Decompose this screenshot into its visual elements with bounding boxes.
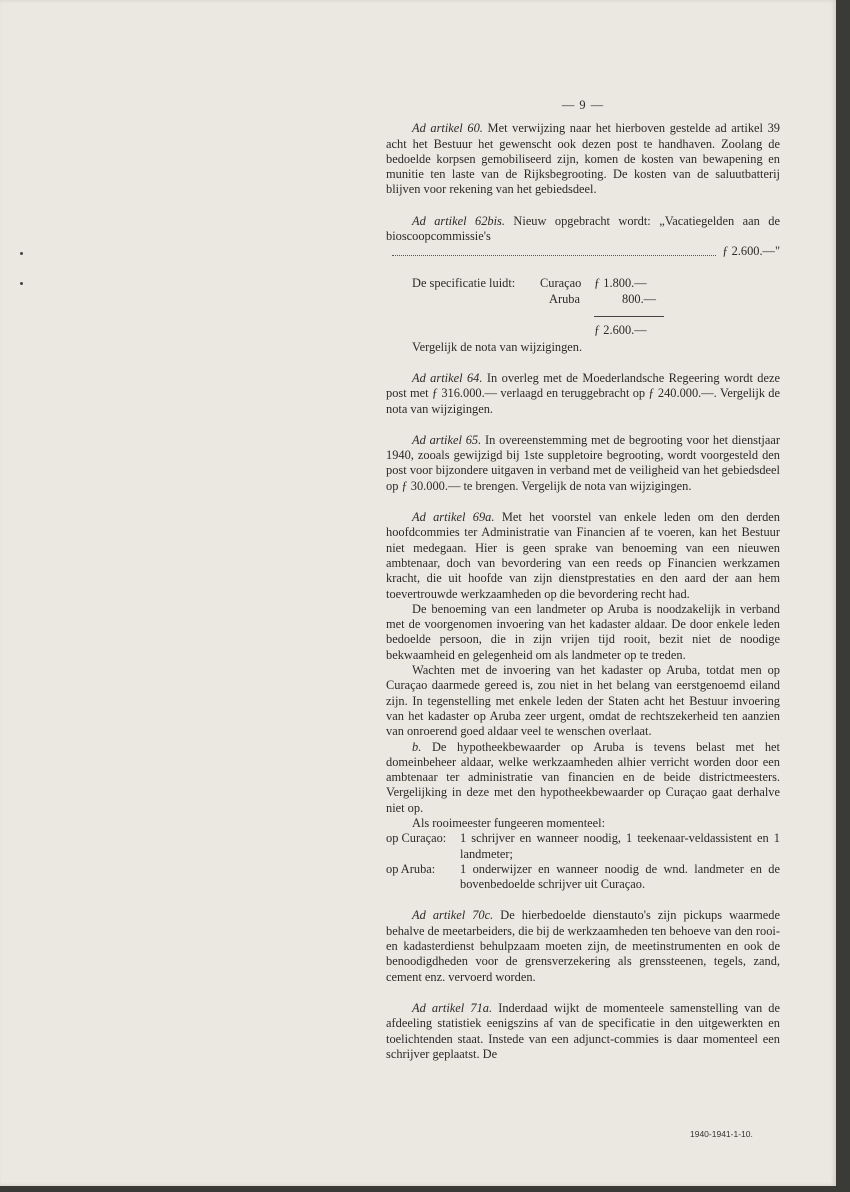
article-text: Inderdaad wijkt de momenteele samenstelling van de afdeeling statistiek eenigszins af van de specificatie in den uitgewerkten en toelichtenden staat. Instede van een adjunct-commies is daar momenteel een schrijver geplaatst. De — [386, 1000, 780, 1061]
item-marker: b. — [412, 739, 422, 754]
spec-aruba-label: Aruba — [549, 291, 580, 306]
article-text: In overleg met de Moederlandsche Regeering wordt deze post met ƒ 316.000.— verlaagd en teruggebracht op ƒ 240.000.—. Vergelijk de nota van wijzigingen. — [386, 370, 781, 416]
paragraph: De benoeming van een landmeter op Aruba is noodzakelijk in verband met de voorgenomen invoering van het kadaster aldaar. De door enkele leden bedoelde persoon, die in zijn vrijen tijd rooit, bezit niet de noodige bekwaamheid en gelegenheid om als landmeter op te treden. — [386, 601, 780, 662]
amount-line — [386, 244, 780, 259]
print-code: 1940-1941-1-10. — [690, 1129, 753, 1139]
article-heading: Ad artikel 64. — [412, 370, 483, 385]
article-text: Met verwijzing naar het hierboven gestelde ad artikel 39 acht het Bestuur het gewenscht ook dezen post te handhaven. Zoolang de bedoelde korpsen gemobiliseerd zijn, komen de kosten van bewapening en munitie ten laste van de Rijksbegrooting. De kosten van de saluutbatterij blijven voor rekening van het gebiedsdeel. — [386, 121, 780, 197]
section-art71a — [386, 1001, 780, 1062]
list-item — [386, 862, 780, 893]
list-item-value: 1 onderwijzer en wanneer noodig de wnd. landmeter en de bovenbedoelde schrijver uit Curaçao. — [460, 861, 780, 892]
paragraph — [386, 740, 780, 816]
section-art65 — [386, 433, 780, 494]
margin-mark — [20, 282, 23, 285]
spec-curacao-label: Curaçao — [540, 275, 582, 290]
paragraph — [386, 371, 780, 417]
list-item-key: op Curaçao: — [386, 831, 447, 846]
amount: ƒ 2.600.—" — [722, 244, 780, 259]
article-text: In overeenstemming met de begrooting voor het dienstjaar 1940, zooals gewijzigd bij 1ste suppletoire begrooting, wordt voorgesteld den post voor bijzondere uitgaven in verband met de veiligheid van het gebiedsdeel op ƒ 30.000.— te brengen. Vergelijk de nota van wijzigingen. — [386, 432, 780, 493]
spec-intro: De specificatie luidt: — [412, 275, 516, 290]
paragraph — [386, 1001, 780, 1062]
paragraph — [386, 510, 780, 602]
article-heading: Ad artikel 69a. — [412, 510, 495, 525]
spec-curacao-amount: ƒ 1.800.— — [594, 275, 647, 290]
section-art69a — [386, 510, 780, 892]
article-text: Nieuw opgebracht wordt: „Vacatiegelden aan de bioscoopcommissie's — [386, 213, 780, 244]
paragraph — [386, 908, 780, 984]
margin-mark — [20, 252, 23, 255]
section-art64 — [386, 371, 780, 417]
article-heading: Ad artikel 65. — [412, 432, 482, 447]
article-text: Met het voorstel van enkele leden om den derden hoofdcommies ter Administratie van Financien af te voeren, kan het Bestuur niet medegaan. Hier is geen sprake van benoeming van een nieuwen ambtenaar, doch van bevordering van een reeds op Financien werkzamen kracht, die uit hoofde van zijn dienstprestaties en den aard der aan hem toevertrouwde werkzaamheden op die bevordering recht had. — [386, 510, 780, 601]
section-art62bis — [386, 214, 780, 260]
spec-note: Vergelijk de nota van wijzigingen. — [412, 339, 583, 354]
section-art60 — [386, 121, 780, 197]
list-item-key: op Aruba: — [386, 861, 436, 876]
list-item-value: 1 schrijver en wanneer noodig, 1 teekenaar-veldassistent en 1 landmeter; — [460, 831, 780, 861]
article-heading: Ad artikel 71a. — [412, 1000, 493, 1015]
article-heading: Ad artikel 60. — [412, 121, 483, 136]
spec-total: ƒ 2.600.— — [594, 322, 647, 337]
specification-table — [386, 276, 780, 340]
paragraph — [386, 121, 780, 197]
paragraph: Wachten met de invoering van het kadaster op Aruba, totdat men op Curaçao daarmede gereed is, zou niet in het belang van eerstgenoemd eiland zijn. In tegenstelling met enkele leden der Staten acht het Bestuur invoering van het kadaster op Aruba zeer urgent, omdat de rechtszekerheid ten aanzien van onroerend goed aldaar veel te wenschen overlaat. — [386, 663, 780, 739]
paragraph — [386, 433, 780, 494]
article-heading: Ad artikel 62bis. — [412, 213, 505, 228]
paragraph: Als rooimeester fungeeren momenteel: — [412, 815, 606, 830]
sum-rule — [594, 316, 664, 317]
page-text-column — [386, 98, 780, 1062]
section-art70c — [386, 908, 780, 984]
article-text: De hypotheekbewaarder op Aruba is tevens belast met het domeinbeheer aldaar, welke werkzaamheden alhier verricht worden door een ambtenaar ter administratie van financien en de beide districtmeesters. Vergelijking in deze met den hypotheekbewaarder op Curaçao gaat derhalve niet op. — [386, 739, 780, 815]
article-heading: Ad artikel 70c. — [412, 908, 494, 923]
spec-aruba-amount: 800.— — [622, 291, 657, 306]
dot-leader — [392, 244, 716, 255]
specification — [386, 276, 780, 355]
article-text: De hierbedoelde dienstauto's zijn pickups waarmede behalve de meetarbeiders, die bij de werkzaamheden ten behoeve van den rooi- en kadasterdienst behulpzaam moeten zijn, de meetinstrumenten en ook de benoodigdheden voor de grensverzekering als grenssteenen, tegels, zand, cement enz. vervoerd worden. — [386, 908, 781, 984]
paragraph — [386, 214, 780, 245]
list-item — [386, 831, 780, 862]
page-number: — 9 — — [561, 98, 605, 112]
